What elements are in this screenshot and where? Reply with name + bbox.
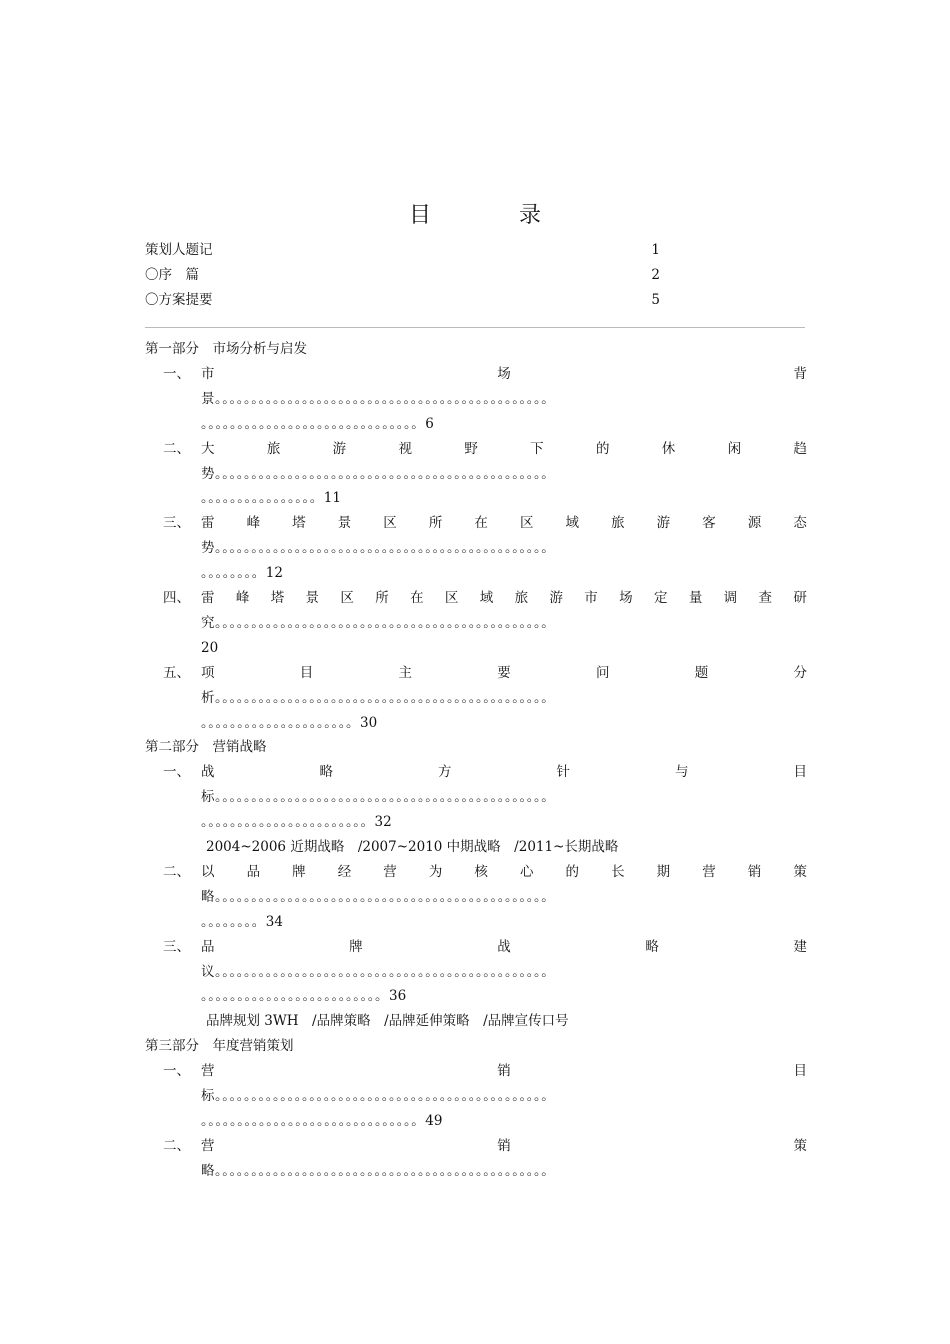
dot-leader-end	[201, 636, 861, 660]
title-char: 雷	[201, 515, 215, 532]
dot-leader-text: 。。。。。。。。。。。。。。。。。。。。。。。。。。。。。。	[201, 1112, 426, 1129]
title-char: 量	[688, 590, 703, 606]
title-char: 下	[530, 440, 544, 457]
title-char: 大	[201, 440, 215, 457]
title-char: 销	[497, 1137, 511, 1154]
dot-leader	[0, 1159, 950, 1183]
title-char: 休	[661, 440, 676, 457]
toc-item-title	[201, 661, 807, 685]
toc-item-number: 一、	[163, 764, 190, 781]
toc-entry-label: 〇方案提要	[145, 291, 213, 308]
toc-page-number: 32	[374, 814, 392, 831]
title-char: 目	[408, 203, 431, 228]
toc-item-title	[201, 1134, 807, 1158]
title-char: 在	[410, 590, 424, 606]
title-char: 品	[201, 938, 215, 955]
dot-leader-text: 势。。。。。。。。。。。。。。。。。。。。。。。。。。。。。。。。。。。。。。。。。。。。。。	[201, 465, 556, 482]
dot-leader-end	[201, 561, 861, 585]
title-char: 目	[299, 664, 314, 681]
title-char: 闲	[727, 440, 742, 457]
dot-leader-end	[201, 984, 861, 1008]
title-char: 建	[793, 938, 807, 955]
toc-page-number: 20	[201, 639, 219, 656]
toc-entry-label: 策划人题记	[145, 242, 213, 258]
toc-item-number: 一、	[163, 1063, 190, 1080]
title-char: 经	[337, 863, 352, 880]
dot-leader-text: 。。。。。。。。。。。。。。。。。。。。。。。。。。。。。。	[201, 415, 426, 432]
title-char: 塔	[292, 515, 306, 532]
title-char: 视	[398, 440, 412, 457]
divider	[145, 327, 805, 328]
title-char: 营	[702, 863, 716, 880]
toc-item-number: 二、	[163, 440, 190, 457]
toc-entry[interactable]	[145, 238, 805, 262]
toc-item-number: 二、	[163, 863, 190, 880]
title-char: 峰	[235, 590, 250, 606]
title-char: 塔	[270, 590, 285, 606]
dot-leader	[0, 885, 950, 909]
title-char: 源	[747, 515, 762, 532]
title-char: 的	[565, 863, 579, 880]
title-char: 牌	[349, 938, 363, 955]
title-char: 野	[464, 440, 478, 457]
title-char: 趋	[793, 440, 807, 457]
dot-leader-text: 势。。。。。。。。。。。。。。。。。。。。。。。。。。。。。。。。。。。。。。。。。。。。。。	[201, 540, 556, 557]
dot-leader	[0, 1084, 950, 1108]
dot-leader-text: 。。。。。。。。	[201, 565, 266, 582]
title-char: 营	[201, 1137, 215, 1154]
title-char: 的	[595, 440, 610, 457]
title-char: 主	[398, 664, 412, 681]
title-char: 旅	[514, 590, 529, 606]
title-char: 区	[444, 590, 459, 606]
title-char: 要	[497, 664, 511, 681]
title-char: 查	[758, 590, 772, 606]
title-char: 市	[584, 590, 598, 606]
title-char: 营	[201, 1063, 215, 1080]
toc-item-number: 一、	[163, 365, 190, 382]
title-char: 核	[474, 863, 488, 880]
title-char: 峰	[246, 515, 261, 532]
toc-page-number: 30	[360, 714, 378, 731]
title-char: 景	[337, 515, 352, 532]
title-char: 旅	[266, 440, 281, 457]
toc-item-number: 五、	[163, 664, 190, 681]
title-char: 策	[793, 1137, 807, 1154]
title-char: 期	[656, 863, 671, 880]
title-char: 销	[747, 863, 762, 880]
toc-page-number: 12	[265, 565, 283, 582]
toc-item-number: 四、	[163, 590, 190, 606]
toc-entry[interactable]	[0, 1059, 950, 1083]
dot-leader-text: 景。。。。。。。。。。。。。。。。。。。。。。。。。。。。。。。。。。。。。。。。。。。。。。	[201, 390, 556, 407]
title-char: 区	[519, 515, 534, 532]
title-char: 游	[549, 590, 563, 606]
dot-leader-text: 究。。。。。。。。。。。。。。。。。。。。。。。。。。。。。。。。。。。。。。。。。。。。。。	[201, 614, 556, 631]
title-char: 游	[332, 440, 347, 457]
title-char: 背	[793, 365, 807, 382]
title-char: 分	[793, 664, 807, 681]
toc-item-number: 三、	[163, 938, 190, 955]
section-heading: 第二部分 营销战略	[145, 739, 267, 756]
toc-item-title	[201, 437, 807, 461]
title-char: 景	[305, 590, 320, 606]
toc-item-title	[201, 586, 807, 610]
dot-leader-text: 略。。。。。。。。。。。。。。。。。。。。。。。。。。。。。。。。。。。。。。。。。。。。。。	[201, 1162, 556, 1179]
dot-leader-text: 析。。。。。。。。。。。。。。。。。。。。。。。。。。。。。。。。。。。。。。。。。。。。。。	[201, 689, 556, 706]
toc-entry[interactable]	[0, 1134, 950, 1158]
dot-leader	[0, 611, 950, 635]
toc-item-title	[201, 860, 807, 884]
dot-leader	[0, 387, 950, 411]
title-char: 战	[201, 764, 215, 781]
title-char: 策	[793, 863, 807, 880]
title-char: 牌	[292, 863, 306, 880]
toc-entry[interactable]	[145, 288, 805, 312]
dot-leader	[0, 785, 950, 809]
dot-leader-end	[201, 486, 861, 510]
dot-leader-end	[201, 810, 861, 834]
toc-entry[interactable]	[0, 511, 950, 535]
title-char: 区	[383, 515, 397, 532]
dot-leader-text: 议。。。。。。。。。。。。。。。。。。。。。。。。。。。。。。。。。。。。。。。。。。。。。。	[201, 963, 556, 980]
title-char: 态	[793, 515, 807, 532]
title-char: 域	[479, 590, 494, 606]
toc-item-number: 三、	[163, 515, 190, 532]
toc-entry[interactable]	[0, 586, 950, 610]
toc-page-number: 6	[425, 415, 434, 432]
title-char: 项	[201, 664, 215, 681]
dot-leader-end	[201, 910, 861, 934]
toc-item-title	[201, 362, 807, 386]
title-char: 区	[340, 590, 354, 606]
toc-page-number: 11	[323, 490, 341, 507]
title-char: 品	[246, 863, 261, 880]
title-char: 问	[596, 664, 610, 681]
title-char: 略	[319, 764, 333, 781]
dot-leader-text: 。。。。。。。。。。。。。。。。	[201, 490, 324, 507]
toc-entry[interactable]	[0, 661, 950, 685]
toc-entry[interactable]	[0, 760, 950, 784]
toc-entry[interactable]	[0, 437, 950, 461]
title-char: 略	[645, 938, 659, 955]
toc-item-title	[201, 1059, 807, 1083]
title-char: 域	[565, 515, 579, 532]
title-char: 为	[428, 863, 443, 880]
toc-entry[interactable]	[145, 263, 805, 287]
title-char: 战	[497, 938, 511, 955]
toc-item-title	[201, 760, 807, 784]
toc-item-title	[201, 511, 807, 535]
title-char: 定	[653, 590, 668, 606]
dot-leader	[0, 462, 950, 486]
toc-page-number: 2	[651, 266, 660, 283]
section-heading: 第一部分 市场分析与启发	[145, 341, 307, 357]
title-char: 题	[694, 664, 709, 681]
title-char: 在	[474, 515, 488, 532]
title-char: 目	[793, 1063, 807, 1080]
section-heading: 第三部分 年度营销策划	[145, 1038, 294, 1055]
toc-page-number: 1	[651, 242, 660, 258]
title-char: 场	[619, 590, 633, 606]
dot-leader	[0, 686, 950, 710]
title-char: 心	[519, 863, 534, 880]
dot-leader-text: 。。。。。。。。。。。。。。。。。。。。。。。。。	[201, 988, 389, 1005]
title-char: 所	[375, 590, 389, 606]
dot-leader	[0, 536, 950, 560]
toc-item-number: 二、	[163, 1137, 190, 1154]
title-char: 市	[201, 365, 215, 382]
title-char: 客	[702, 515, 716, 532]
title-char: 游	[656, 515, 671, 532]
title-char: 所	[428, 515, 443, 532]
dot-leader-text: 略。。。。。。。。。。。。。。。。。。。。。。。。。。。。。。。。。。。。。。。。。。。。。。	[201, 888, 556, 905]
toc-entry-label: 〇序 篇	[145, 266, 199, 283]
title-char: 营	[383, 863, 397, 880]
dot-leader-end	[201, 1109, 861, 1133]
title-char: 方	[438, 764, 452, 781]
toc-subitems: 品牌规划 3WH /品牌策略 /品牌延伸策略 /品牌宣传口号	[206, 1013, 569, 1030]
toc-item-title	[201, 935, 807, 959]
title-char: 目	[793, 764, 807, 781]
title-char: 场	[497, 365, 511, 382]
title-char: 雷	[201, 590, 215, 606]
toc-entry[interactable]	[0, 860, 950, 884]
dot-leader-text: 标。。。。。。。。。。。。。。。。。。。。。。。。。。。。。。。。。。。。。。。。。。。。。。	[201, 789, 556, 806]
title-char: 针	[556, 764, 570, 781]
title-char: 长	[611, 863, 625, 880]
toc-page-number: 5	[651, 291, 660, 308]
title-char: 旅	[611, 515, 625, 532]
dot-leader-text: 。。。。。。。。。。。。。。。。。。。。。	[201, 714, 360, 731]
title-char: 以	[201, 863, 215, 880]
title-char: 调	[723, 590, 738, 606]
title-char: 研	[793, 590, 807, 606]
dot-leader-text: 。。。。。。。。。。。。。。。。。。。。。。。	[201, 814, 375, 831]
page-title	[0, 198, 950, 229]
title-char: 录	[519, 203, 542, 228]
dot-leader	[0, 960, 950, 984]
title-char: 销	[497, 1063, 511, 1080]
toc-page-number: 34	[265, 913, 283, 930]
title-char: 与	[675, 764, 689, 781]
toc-page-number: 49	[425, 1112, 443, 1129]
toc-entry[interactable]	[0, 935, 950, 959]
toc-page-number: 36	[389, 988, 407, 1005]
dot-leader-end	[201, 412, 861, 436]
dot-leader-text: 标。。。。。。。。。。。。。。。。。。。。。。。。。。。。。。。。。。。。。。。。。。。。。。	[201, 1088, 556, 1104]
toc-entry[interactable]	[0, 362, 950, 386]
dot-leader-end	[201, 711, 861, 735]
dot-leader-text: 。。。。。。。。	[201, 913, 266, 930]
toc-subitems: 2004~2006 近期战略 /2007~2010 中期战略 /2011~长期战略	[206, 839, 619, 855]
